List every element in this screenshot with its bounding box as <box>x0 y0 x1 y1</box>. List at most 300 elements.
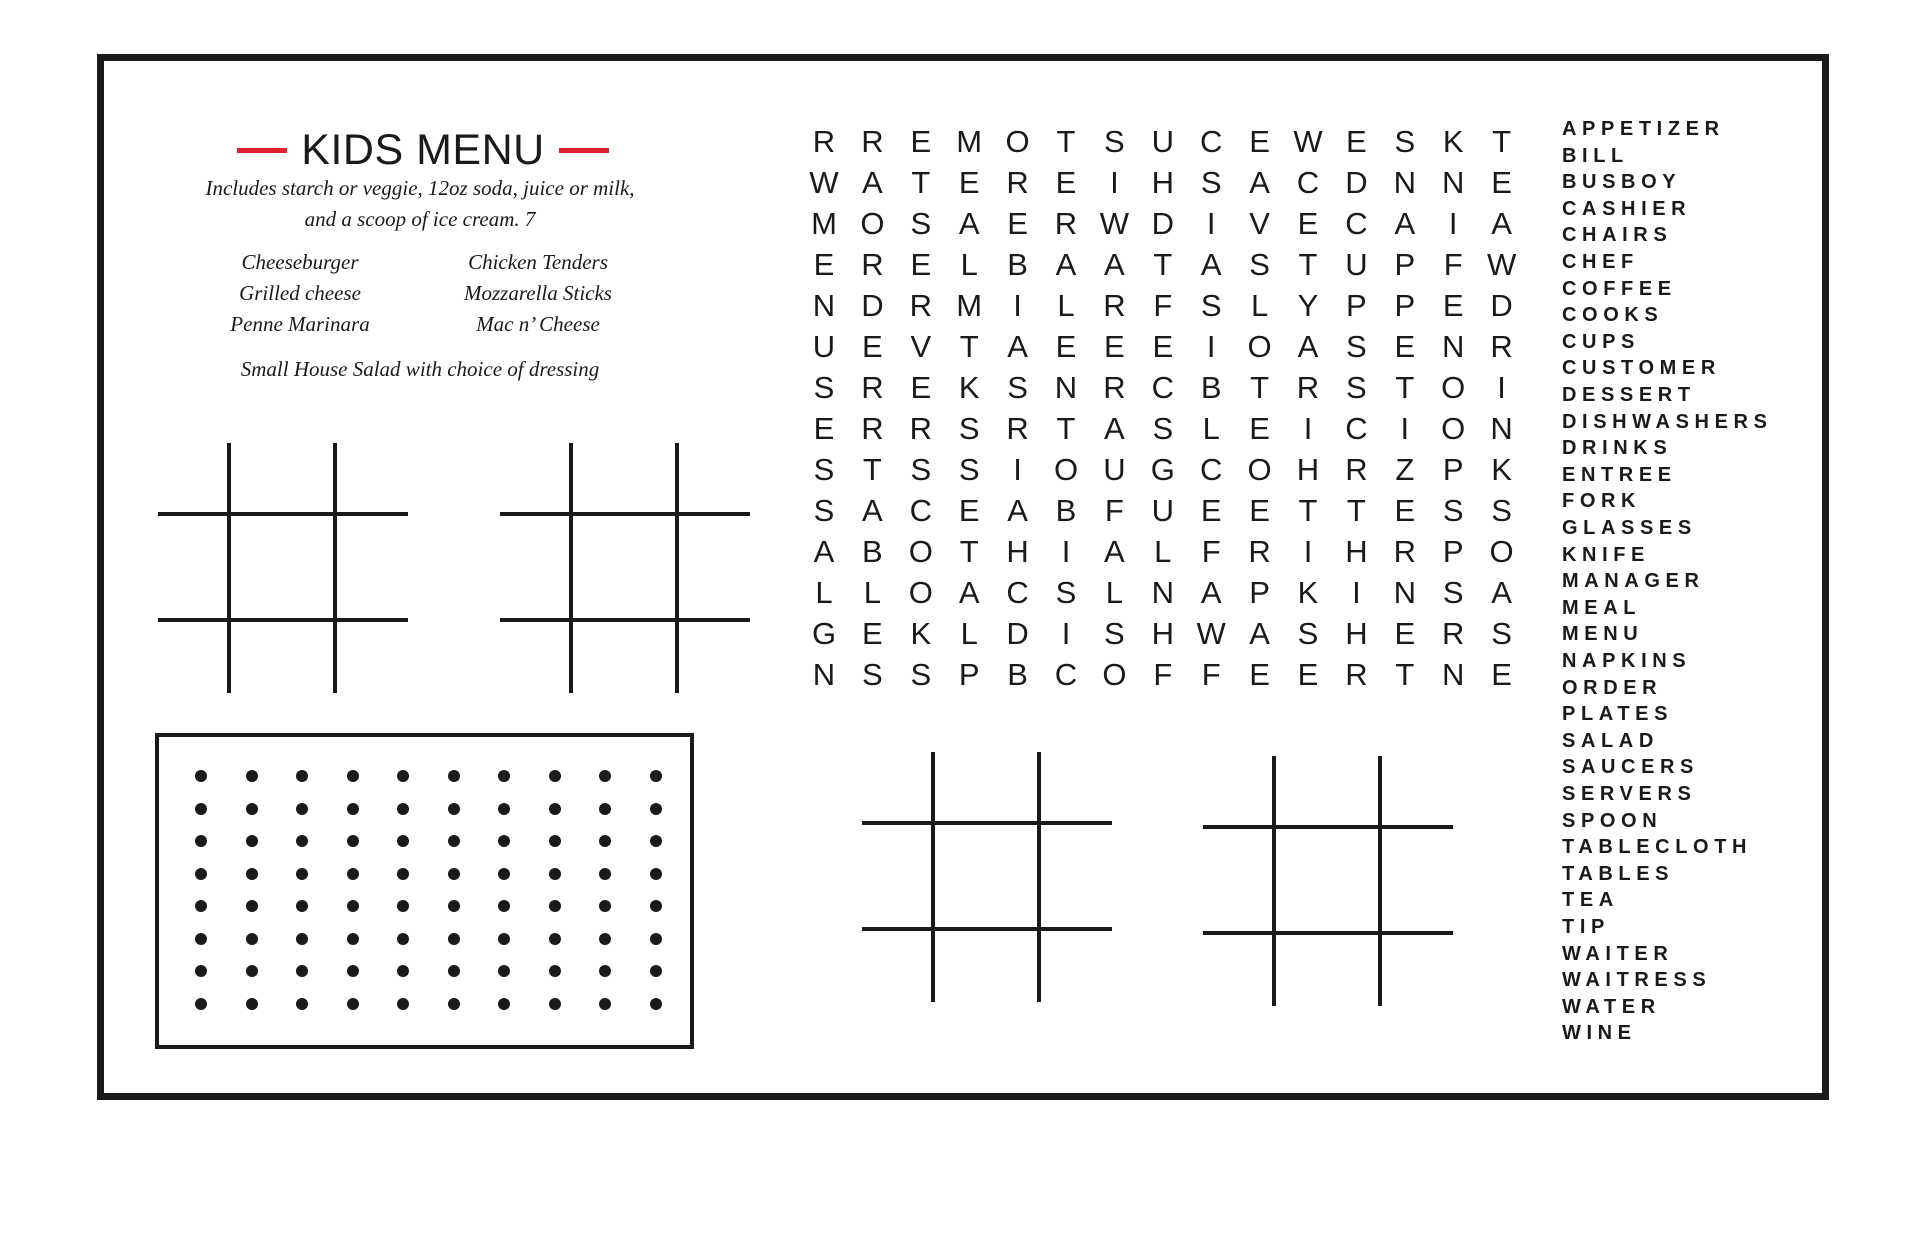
word-search-letter[interactable]: A <box>813 534 835 569</box>
word-search-letter[interactable]: K <box>1491 452 1512 487</box>
word-search-letter[interactable]: P <box>1442 534 1464 569</box>
word-search-letter[interactable]: R <box>1296 370 1320 405</box>
dot[interactable] <box>246 933 258 945</box>
word-search-letter[interactable]: O <box>1247 452 1272 487</box>
word-search-letter[interactable]: B <box>1007 657 1028 692</box>
word-search-letter[interactable]: S <box>1007 370 1028 405</box>
dot[interactable] <box>296 998 308 1010</box>
word-search-letter[interactable]: A <box>862 493 883 528</box>
dot[interactable] <box>549 933 561 945</box>
word-list-item: CASHIER <box>1562 197 1692 220</box>
word-search-letter[interactable]: E <box>1394 616 1416 651</box>
word-search-letter[interactable]: C <box>1006 575 1029 610</box>
dot[interactable] <box>397 900 409 912</box>
word-search-letter[interactable]: I <box>1061 616 1071 651</box>
word-list-item: KNIFE <box>1562 543 1650 566</box>
word-search-letter[interactable]: R <box>1393 534 1416 569</box>
dot[interactable] <box>498 835 510 847</box>
word-search-letter[interactable]: C <box>1054 657 1078 692</box>
word-search-letter[interactable]: I <box>1497 370 1506 405</box>
word-search-letter[interactable]: E <box>1297 657 1319 692</box>
word-search-letter[interactable]: C <box>1199 124 1223 159</box>
tic-tac-toe-board[interactable] <box>862 752 1112 1002</box>
word-search-letter[interactable]: O <box>860 206 885 241</box>
dot[interactable] <box>246 770 258 782</box>
word-search-letter[interactable]: C <box>1151 370 1174 405</box>
word-search-letter[interactable]: A <box>1394 206 1416 241</box>
dot[interactable] <box>296 933 308 945</box>
dot[interactable] <box>650 933 662 945</box>
dot[interactable] <box>448 998 460 1010</box>
dot[interactable] <box>498 868 510 880</box>
word-search-letter[interactable]: O <box>1005 124 1030 159</box>
word-search-letter[interactable]: I <box>1303 534 1313 569</box>
word-search-letter[interactable]: E <box>1055 329 1077 364</box>
word-list-item: GLASSES <box>1562 517 1697 539</box>
dot[interactable] <box>599 835 611 847</box>
word-search-letter[interactable]: S <box>813 370 835 405</box>
dot[interactable] <box>397 965 409 977</box>
dot[interactable] <box>498 933 510 945</box>
dot[interactable] <box>448 868 460 880</box>
word-search-letter[interactable]: E <box>958 165 980 200</box>
dot[interactable] <box>246 900 258 912</box>
dot[interactable] <box>195 803 207 815</box>
word-search-letter[interactable]: K <box>1442 124 1464 159</box>
word-search-letter[interactable]: E <box>862 329 883 364</box>
word-search-letter[interactable]: E <box>1442 288 1464 323</box>
word-search-letter[interactable]: P <box>1394 247 1416 282</box>
word-search-letter[interactable]: Y <box>1297 288 1319 323</box>
word-search-letter[interactable]: W <box>1099 206 1130 241</box>
word-search-letter[interactable]: I <box>1352 575 1361 610</box>
dot[interactable] <box>347 933 359 945</box>
word-search-letter[interactable]: T <box>911 165 931 200</box>
word-search-letter[interactable]: A <box>1055 247 1077 282</box>
dot[interactable] <box>599 770 611 782</box>
dot[interactable] <box>498 770 510 782</box>
word-search-letter[interactable]: I <box>1303 411 1313 446</box>
word-search-letter[interactable]: C <box>1296 165 1320 200</box>
word-search-letter[interactable]: E <box>1249 657 1270 692</box>
word-search-letter[interactable]: K <box>910 616 932 651</box>
word-search-letter[interactable]: E <box>910 370 932 405</box>
word-search-letter[interactable]: H <box>1296 452 1320 487</box>
word-search-letter[interactable]: V <box>910 329 932 364</box>
word-search-letter[interactable]: A <box>862 165 883 200</box>
word-search-letter[interactable]: O <box>908 575 933 610</box>
word-search-letter[interactable]: N <box>1151 575 1174 610</box>
dot[interactable] <box>246 998 258 1010</box>
dot[interactable] <box>650 900 662 912</box>
word-search-letter[interactable]: N <box>1441 165 1465 200</box>
dot[interactable] <box>397 933 409 945</box>
word-search-letter[interactable]: L <box>1250 288 1269 323</box>
dot[interactable] <box>549 965 561 977</box>
dot[interactable] <box>397 770 409 782</box>
dot[interactable] <box>397 998 409 1010</box>
word-search-letter[interactable]: N <box>812 657 836 692</box>
word-search-letter[interactable]: E <box>1152 329 1174 364</box>
word-search-letter[interactable]: B <box>862 534 883 569</box>
word-search-letter[interactable]: S <box>910 452 932 487</box>
word-search-letter[interactable]: C <box>1345 206 1368 241</box>
word-list-item: APPETIZER <box>1562 118 1725 140</box>
word-search-letter[interactable]: W <box>1486 247 1517 282</box>
dot[interactable] <box>347 900 359 912</box>
word-search-letter[interactable]: N <box>1054 370 1078 405</box>
word-search-letter[interactable]: F <box>1201 657 1221 692</box>
word-search-letter[interactable]: F <box>1201 534 1221 569</box>
dot[interactable] <box>650 868 662 880</box>
dot[interactable] <box>498 998 510 1010</box>
word-search-letter[interactable]: A <box>958 575 980 610</box>
word-search-letter[interactable]: S <box>1442 575 1464 610</box>
word-search-letter[interactable]: T <box>1250 370 1270 405</box>
word-search-letter[interactable]: I <box>1013 288 1022 323</box>
word-search-letter[interactable]: H <box>1345 534 1368 569</box>
word-search-letter[interactable]: E <box>813 247 835 282</box>
word-search-letter[interactable]: A <box>1491 575 1512 610</box>
word-search-letter[interactable]: A <box>1200 575 1222 610</box>
word-search-letter[interactable]: E <box>958 493 980 528</box>
dot[interactable] <box>347 770 359 782</box>
dot[interactable] <box>296 835 308 847</box>
word-search-letter[interactable]: I <box>1206 329 1216 364</box>
word-search-letter[interactable]: W <box>1293 124 1323 159</box>
dot[interactable] <box>549 835 561 847</box>
word-search-letter[interactable]: T <box>1346 493 1366 528</box>
dot[interactable] <box>397 835 409 847</box>
word-search-letter[interactable]: E <box>862 616 883 651</box>
word-search-letter[interactable]: I <box>1206 206 1216 241</box>
dot[interactable] <box>549 998 561 1010</box>
word-search-letter[interactable]: E <box>1104 329 1125 364</box>
word-search-letter[interactable]: D <box>1151 206 1174 241</box>
word-search-letter[interactable]: R <box>909 288 932 323</box>
word-search-letter[interactable]: M <box>811 206 837 241</box>
word-search-letter[interactable]: E <box>1055 165 1077 200</box>
dot[interactable] <box>650 965 662 977</box>
word-search-letter[interactable]: U <box>1151 124 1174 159</box>
word-search-letter[interactable]: E <box>813 411 835 446</box>
dot[interactable] <box>549 803 561 815</box>
word-search-letter[interactable]: S <box>813 452 835 487</box>
word-search-letter[interactable]: O <box>1053 452 1079 487</box>
dot[interactable] <box>448 835 460 847</box>
word-search-letter[interactable]: E <box>910 247 932 282</box>
dot[interactable] <box>650 770 662 782</box>
word-search-letter[interactable]: S <box>1491 616 1512 651</box>
word-search-letter[interactable]: O <box>908 534 933 569</box>
tic-tac-toe-board[interactable] <box>1203 756 1453 1006</box>
word-search-letter[interactable]: E <box>1007 206 1028 241</box>
word-search-letter[interactable]: N <box>1441 657 1465 692</box>
tic-tac-toe-board[interactable] <box>158 443 408 693</box>
word-search-letter[interactable]: L <box>863 575 882 610</box>
word-search-letter[interactable]: I <box>1013 452 1022 487</box>
word-search-letter[interactable]: E <box>1249 493 1270 528</box>
dot[interactable] <box>195 998 207 1010</box>
word-search-letter[interactable]: E <box>1297 206 1319 241</box>
word-search-letter[interactable]: B <box>1200 370 1222 405</box>
word-search-letter[interactable]: G <box>811 616 837 651</box>
word-search-letter[interactable]: S <box>910 206 932 241</box>
word-search-letter[interactable]: A <box>1007 329 1028 364</box>
word-search-letter[interactable]: A <box>1104 247 1125 282</box>
word-search-letter[interactable]: E <box>1394 493 1416 528</box>
word-search-letter[interactable]: O <box>1441 411 1466 446</box>
word-search-letter[interactable]: A <box>1104 534 1125 569</box>
word-search-letter[interactable]: P <box>1442 452 1464 487</box>
dot[interactable] <box>296 770 308 782</box>
word-search-letter[interactable]: N <box>1393 165 1416 200</box>
word-search-letter[interactable]: N <box>1441 329 1465 364</box>
dot[interactable] <box>448 770 460 782</box>
word-search-letter[interactable]: P <box>1394 288 1416 323</box>
dot[interactable] <box>549 868 561 880</box>
word-search-letter[interactable]: A <box>1200 247 1222 282</box>
word-search-letter[interactable]: R <box>1441 616 1465 651</box>
word-search-letter[interactable]: N <box>812 288 836 323</box>
dot[interactable] <box>195 868 207 880</box>
word-search-letter[interactable]: I <box>1110 165 1119 200</box>
word-search-letter[interactable]: O <box>1102 657 1127 692</box>
word-search-letter[interactable]: F <box>1443 247 1463 282</box>
word-search-letter[interactable]: A <box>1249 616 1270 651</box>
word-search-letter[interactable]: S <box>1491 493 1512 528</box>
word-search-letter[interactable]: E <box>1394 329 1416 364</box>
word-search-letter[interactable]: R <box>1103 370 1126 405</box>
dot[interactable] <box>397 803 409 815</box>
dot[interactable] <box>498 965 510 977</box>
dot[interactable] <box>195 835 207 847</box>
dot[interactable] <box>599 900 611 912</box>
word-search-letter[interactable]: S <box>1104 616 1125 651</box>
word-search-letter[interactable]: C <box>1345 411 1368 446</box>
dot[interactable] <box>246 803 258 815</box>
word-search-letter[interactable]: D <box>861 288 884 323</box>
word-search-letter[interactable]: I <box>1400 411 1410 446</box>
dot[interactable] <box>448 900 460 912</box>
dot[interactable] <box>650 998 662 1010</box>
word-search-letter[interactable]: H <box>1006 534 1029 569</box>
word-search-letter[interactable]: T <box>959 534 979 569</box>
word-search-letter[interactable]: R <box>909 411 932 446</box>
word-search-letter[interactable]: G <box>1150 452 1175 487</box>
word-search-letter[interactable]: P <box>1249 575 1270 610</box>
word-search-letter[interactable]: F <box>1153 657 1173 692</box>
dot[interactable] <box>549 900 561 912</box>
word-search-letter[interactable]: S <box>910 657 932 692</box>
word-search-letter[interactable]: S <box>1346 329 1367 364</box>
dot[interactable] <box>246 965 258 977</box>
word-search-letter[interactable]: B <box>1055 493 1077 528</box>
dots-game-box[interactable] <box>155 733 694 1049</box>
dot[interactable] <box>347 803 359 815</box>
word-search-letter[interactable]: S <box>1249 247 1270 282</box>
dot[interactable] <box>448 933 460 945</box>
dot[interactable] <box>296 803 308 815</box>
word-search-letter[interactable]: R <box>1103 288 1126 323</box>
word-search-letter[interactable]: S <box>1055 575 1077 610</box>
word-search-letter[interactable]: I <box>1061 534 1071 569</box>
dot[interactable] <box>599 998 611 1010</box>
word-search-letter[interactable]: T <box>1395 657 1415 692</box>
word-search-letter[interactable]: M <box>956 288 983 323</box>
word-search-letter[interactable]: U <box>1345 247 1368 282</box>
word-search-letter[interactable]: S <box>1152 411 1174 446</box>
word-search-letter[interactable]: P <box>1346 288 1367 323</box>
word-search-letter[interactable]: H <box>1151 616 1174 651</box>
word-search-letter[interactable]: R <box>861 124 884 159</box>
word-search-letter[interactable]: T <box>1395 370 1415 405</box>
word-search-letter[interactable]: L <box>1202 411 1220 446</box>
word-search-letter[interactable]: V <box>1249 206 1270 241</box>
word-search-letter[interactable]: A <box>1491 206 1512 241</box>
dot[interactable] <box>246 868 258 880</box>
dot[interactable] <box>195 900 207 912</box>
word-search-letter[interactable]: E <box>910 124 932 159</box>
dot[interactable] <box>650 803 662 815</box>
word-search-letter[interactable]: D <box>1490 288 1513 323</box>
dot[interactable] <box>296 900 308 912</box>
word-search-letter[interactable]: K <box>958 370 980 405</box>
word-search-letter[interactable]: T <box>862 452 882 487</box>
word-search-letter[interactable]: S <box>958 411 980 446</box>
dot[interactable] <box>195 965 207 977</box>
word-search-letter[interactable]: R <box>1054 206 1078 241</box>
word-search-letter[interactable]: T <box>959 329 979 364</box>
word-search-letter[interactable]: W <box>1196 616 1226 651</box>
word-search-letter[interactable]: L <box>960 616 978 651</box>
word-search-letter[interactable]: R <box>861 370 884 405</box>
word-search-letter[interactable]: E <box>1491 165 1512 200</box>
dot[interactable] <box>448 803 460 815</box>
word-search-letter[interactable]: K <box>1297 575 1319 610</box>
dot[interactable] <box>448 965 460 977</box>
word-search-letter[interactable]: A <box>1104 411 1125 446</box>
word-search-letter[interactable]: S <box>1200 288 1222 323</box>
word-search-letter[interactable]: F <box>1104 493 1124 528</box>
word-search-letter[interactable]: C <box>1199 452 1223 487</box>
word-search-letter[interactable]: U <box>1151 493 1174 528</box>
dot[interactable] <box>599 868 611 880</box>
word-search-letter[interactable]: T <box>1056 411 1076 446</box>
word-search-letter[interactable]: U <box>812 329 836 364</box>
word-search-letter[interactable]: U <box>1103 452 1126 487</box>
word-search-letter[interactable]: P <box>958 657 980 692</box>
word-search-letter[interactable]: T <box>1492 124 1512 159</box>
word-search-letter[interactable]: D <box>1006 616 1029 651</box>
word-search-letter[interactable]: R <box>812 124 836 159</box>
tic-tac-toe-board[interactable] <box>500 443 750 693</box>
word-search-letter[interactable]: R <box>861 411 884 446</box>
dot[interactable] <box>347 965 359 977</box>
word-search-letter[interactable]: T <box>1298 493 1318 528</box>
word-search-letter[interactable]: I <box>1448 206 1458 241</box>
dot[interactable] <box>195 933 207 945</box>
word-search-letter[interactable]: R <box>861 247 884 282</box>
word-search-letter[interactable]: O <box>1489 534 1514 569</box>
word-search-letter[interactable]: L <box>1057 288 1075 323</box>
word-search-letter[interactable]: T <box>1153 247 1173 282</box>
word-search-letter[interactable]: N <box>1490 411 1513 446</box>
word-search-letter[interactable]: L <box>815 575 833 610</box>
dot[interactable] <box>549 770 561 782</box>
word-search-letter[interactable]: E <box>1249 124 1270 159</box>
dot[interactable] <box>296 965 308 977</box>
word-search-letter[interactable]: R <box>1490 329 1513 364</box>
word-search-letter[interactable]: D <box>1345 165 1368 200</box>
word-search-letter[interactable]: S <box>862 657 883 692</box>
dot[interactable] <box>599 933 611 945</box>
word-search-letter[interactable]: R <box>1006 411 1029 446</box>
word-search-letter[interactable]: R <box>1248 534 1271 569</box>
word-search-letter[interactable]: A <box>1007 493 1028 528</box>
dot[interactable] <box>599 965 611 977</box>
dot[interactable] <box>650 835 662 847</box>
word-search-letter[interactable]: Z <box>1395 452 1415 487</box>
dot[interactable] <box>599 803 611 815</box>
word-search-letter[interactable]: R <box>1345 452 1368 487</box>
word-search-letter[interactable]: S <box>1200 165 1222 200</box>
dot[interactable] <box>347 998 359 1010</box>
dot[interactable] <box>347 835 359 847</box>
word-search-letter[interactable]: R <box>1006 165 1029 200</box>
dot[interactable] <box>397 868 409 880</box>
word-search-letter[interactable]: S <box>1346 370 1367 405</box>
word-search-letter[interactable]: S <box>1104 124 1125 159</box>
word-search-letter[interactable]: S <box>813 493 835 528</box>
word-search-letter[interactable]: E <box>1249 411 1270 446</box>
word-search-letter[interactable]: W <box>809 165 839 200</box>
word-search-letter[interactable]: E <box>1491 657 1512 692</box>
word-search-letter[interactable]: O <box>1247 329 1272 364</box>
word-search-letter[interactable]: H <box>1151 165 1174 200</box>
dot[interactable] <box>296 868 308 880</box>
word-search-letter[interactable]: F <box>1153 288 1173 323</box>
word-search-letter[interactable]: E <box>1346 124 1367 159</box>
word-search-letter[interactable]: L <box>960 247 978 282</box>
word-search-letter[interactable]: S <box>1297 616 1319 651</box>
dot[interactable] <box>195 770 207 782</box>
word-search-letter[interactable]: A <box>958 206 980 241</box>
word-search-letter[interactable]: T <box>1298 247 1318 282</box>
word-search-letter[interactable]: R <box>1345 657 1368 692</box>
dot[interactable] <box>498 900 510 912</box>
word-search-letter[interactable]: M <box>956 124 983 159</box>
word-search-letter[interactable]: S <box>1394 124 1416 159</box>
word-search-letter[interactable]: O <box>1441 370 1466 405</box>
dot[interactable] <box>246 835 258 847</box>
word-search-letter[interactable]: H <box>1345 616 1368 651</box>
word-search-letter[interactable]: B <box>1007 247 1028 282</box>
word-list-item: DRINKS <box>1562 437 1673 460</box>
word-search-letter[interactable]: S <box>1442 493 1464 528</box>
word-search-letter[interactable]: E <box>1200 493 1222 528</box>
word-search-letter[interactable]: N <box>1393 575 1416 610</box>
dot[interactable] <box>498 803 510 815</box>
word-search-letter[interactable]: C <box>909 493 932 528</box>
word-search-letter[interactable]: A <box>1297 329 1319 364</box>
word-search-letter[interactable]: A <box>1249 165 1270 200</box>
word-search-letter[interactable]: T <box>1056 124 1076 159</box>
word-search-letter[interactable]: S <box>958 452 980 487</box>
dot[interactable] <box>347 868 359 880</box>
word-search-letter[interactable]: L <box>1154 534 1172 569</box>
word-search-letter[interactable]: L <box>1105 575 1124 610</box>
